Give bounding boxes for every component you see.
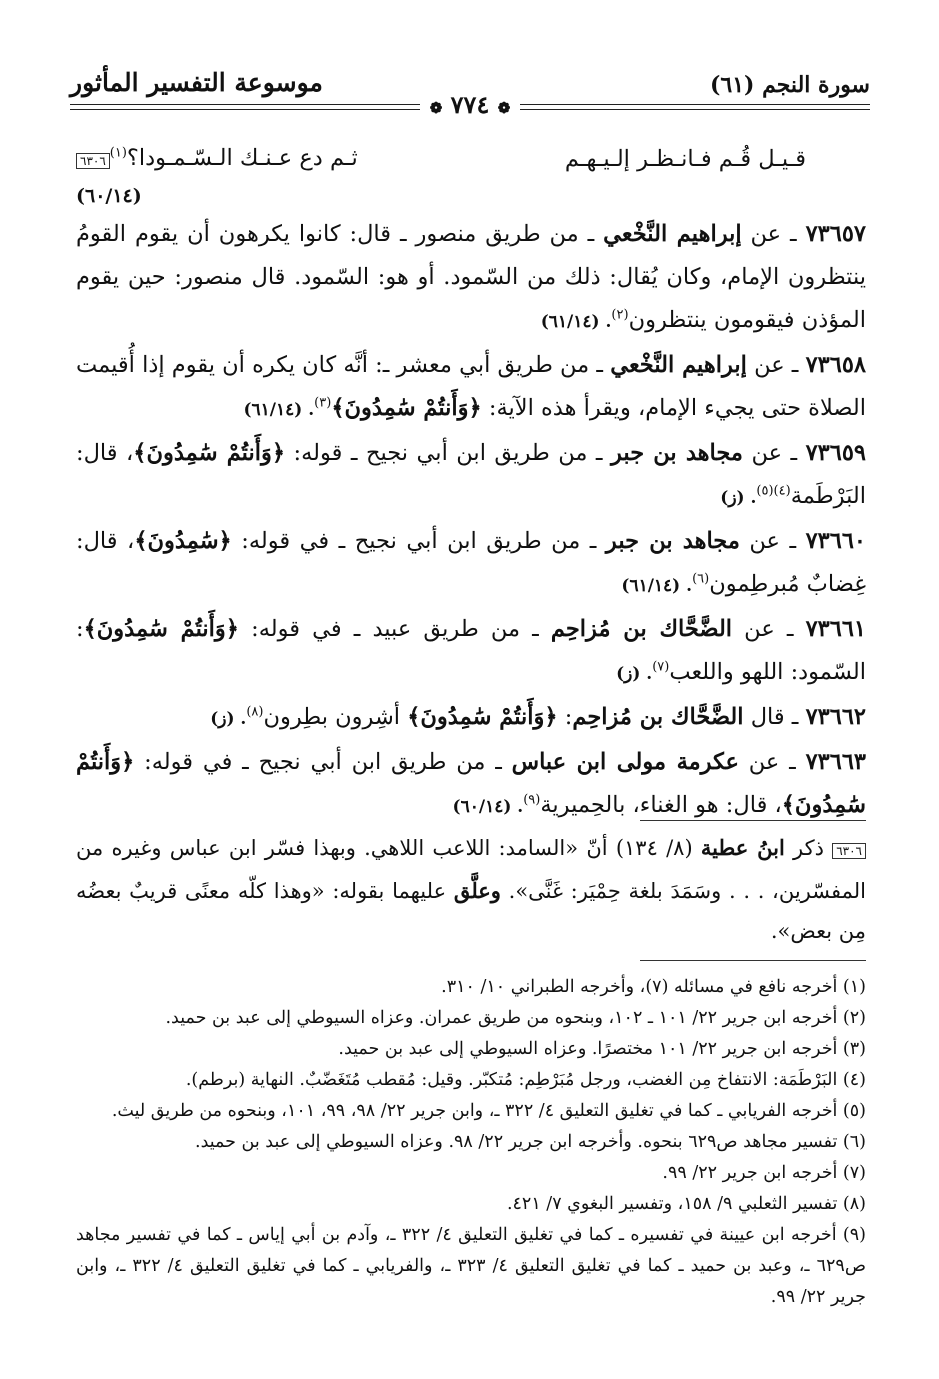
source-ref: . (٦٠/١٤) <box>452 797 524 817</box>
entry-text: ـ من طريق ابن أبي نجيح ـ قوله: <box>285 440 612 466</box>
narrator-name: مجاهد بن جبر <box>611 440 743 466</box>
commentary-text: (٨/ ١٣٤) أنّ «السامد: اللاعب اللاهي. وبهذا فسّر ابن عباس وغيره من المفسّرين، . . . وسَمَدَ بلغة حِمْيَر: غَنَّى». <box>76 836 866 903</box>
footnote: (٤) البَرْطَمَة: الانتفاخ مِن الغضب، ورجل مُبَرْطِم: مُتكبّر. وقيل: مُقطب مُتَغَضّبٌ. النهاية (برطم). <box>185 1070 866 1090</box>
main-text <box>76 138 866 829</box>
source-ref: . (٦١/١٤) <box>243 400 315 420</box>
narrator-name: الضَّحَّاك بن مُزاحِم <box>550 616 733 642</box>
commentary-note <box>76 828 866 951</box>
entry-text: ـ من طريق أبي معشر ـ: أنَّه كان يكره أن يقوم إذا أُقيمت الصلاة حتى يجيء الإمام، ويقرأ هذه الآية: <box>76 352 866 421</box>
footnote: (١) أخرجه نافع في مسائله (٧)، وأخرجه الطبراني ١٠/ ٣١٠. <box>441 977 866 997</box>
source-ref: . (٦١/١٤) <box>621 576 693 596</box>
entry-text-2: ، قال: هو الغناء، بالحِميرية <box>540 792 782 818</box>
entry-text-2: ، قال: غِضابٌ مُبرطِمون <box>76 528 866 597</box>
verse-hemistich-2-wrap <box>76 137 358 183</box>
entry-lead: ـ عن <box>732 616 794 642</box>
footnote-marker: (٦) <box>692 571 710 587</box>
narrator-name: إبراهيم النَّخْعي <box>603 221 742 247</box>
commentary-marker: ٦٣٠٦ <box>832 843 866 859</box>
entry-number: ٧٣٦٦٢ <box>805 704 866 730</box>
poetry-verse <box>76 138 866 181</box>
entry-number: ٧٣٦٥٧ <box>805 221 867 247</box>
narrator-name: الضَّحَّاك بن مُزاحِم <box>572 704 744 730</box>
entry-lead: ـ عن <box>741 221 797 247</box>
entry-text: : <box>557 704 573 730</box>
entry-number: ٧٣٦٦١ <box>805 616 867 642</box>
quran-quote: ﴿سَٰمِدُونَ﴾ <box>134 528 232 554</box>
surah-title: سورة النجم (٦١) <box>709 72 870 98</box>
narrator-name: عكرمة مولى ابن عباس <box>511 749 739 775</box>
narration-entry <box>76 432 866 520</box>
quran-quote: ﴿وَأَنتُمْ سَٰمِدُونَ﴾ <box>133 440 286 466</box>
commentary-bold: وعلَّق <box>453 878 501 903</box>
separator-rule <box>640 820 866 821</box>
entry-text: ـ من طريق ابن أبي نجيح ـ في قوله: <box>231 528 606 554</box>
source-ref: . (ز) <box>720 488 757 508</box>
entry-text: ـ من طريق ابن أبي نجيح ـ في قوله: <box>134 749 512 775</box>
quran-quote: ﴿وَأَنتُمْ سَٰمِدُونَ﴾ <box>76 749 866 818</box>
footnote-marker: (٢) <box>611 307 629 323</box>
narration-entry <box>76 608 866 696</box>
source-ref: . (ز) <box>616 664 653 684</box>
narration-entry <box>76 741 866 829</box>
footnote: (٦) تفسير مجاهد ص٦٢٩ بنحوه. وأخرجه ابن جرير ٢٢/ ٩٨. وعزاه السيوطي إلى عبد بن حميد. <box>195 1132 866 1152</box>
source-ref: . (٦١/١٤) <box>540 312 612 332</box>
quran-quote: ﴿وَأَنتُمْ سَٰمِدُونَ﴾ <box>331 395 482 421</box>
entry-text: ـ من طريق منصور ـ قال: كانوا يكرهون أن يقوم القومُ ينتظرون الإمام، وكان يُقال: ذلك من السّمود. أو هو: السّمود. قال منصور: حين يقوم المؤذن فيقومون ينتظرون <box>76 221 866 333</box>
footnote-marker: (٨) <box>246 704 264 720</box>
entry-lead: ـ عن <box>739 528 797 554</box>
footnote: (٢) أخرجه ابن جرير ٢٢/ ١٠١ ـ ١٠٢، وبنحوه من طريق عمران. وعزاه السيوطي إلى عبد بن حميد. <box>165 1008 866 1028</box>
narration-entry <box>76 696 866 741</box>
quran-quote: ﴿وَأَنتُمْ سَٰمِدُونَ﴾ <box>407 704 558 730</box>
entry-lead: ـ عن <box>738 749 796 775</box>
commentary-text: عليهما بقوله: «وهذا كلّه معنًى قريبٌ بعضُه مِن بعض». <box>76 879 866 943</box>
ornament-icon: ❁ <box>497 99 511 117</box>
footnotes <box>76 972 866 1313</box>
commentator-name: ابنُ عطية <box>700 835 785 860</box>
page-number: ٧٧٤ <box>450 90 490 119</box>
verse-hemistich-1: قـيـل قُـم فـانـظـر إلـيـهـم <box>564 146 806 172</box>
narrator-name: إبراهيم النَّخْعي <box>610 352 747 378</box>
footnote-marker: (٧) <box>652 659 670 675</box>
narration-entry <box>76 520 866 608</box>
entry-number: ٧٣٦٦٣ <box>805 749 866 775</box>
narration-entry <box>76 344 866 432</box>
footnote-marker: (٩) <box>523 792 541 808</box>
entry-text-2: ، قال: البَرْطَمة <box>76 440 866 509</box>
footnote: (٧) أخرجه ابن جرير ٢٢/ ٩٩. <box>662 1163 866 1183</box>
narration-entry <box>76 213 866 344</box>
entry-number: ٧٣٦٦٠ <box>805 528 866 554</box>
page-number-block <box>420 90 520 119</box>
footnote: (٣) أخرجه ابن جرير ٢٢/ ١٠١ مختصرًا. وعزاه السيوطي إلى عبد بن حميد. <box>338 1039 866 1059</box>
footnote: (٨) تفسير الثعلبي ٩/ ١٥٨، وتفسير البغوي ٧/ ٤٢١. <box>506 1194 866 1214</box>
commentary-text: ذكر <box>784 836 833 860</box>
ornament-icon: ❁ <box>429 99 443 117</box>
footnote-marker: (١) <box>109 145 127 160</box>
entry-number: ٧٣٦٥٨ <box>805 352 867 378</box>
page-header <box>70 60 870 120</box>
source-ref: (٦٠/١٤) <box>76 185 142 207</box>
verse-hemistich-2: ثـم دع عـنـك الـسّـمـودا؟ <box>126 144 358 171</box>
entry-text-2: : السّمود: اللهو واللعب <box>76 616 866 685</box>
entry-text-2: أشِرون بطِرون <box>263 704 408 730</box>
entry-lead: ـ عن <box>746 352 799 378</box>
commentary-marker: ٦٣٠٦ <box>76 153 110 169</box>
footnote-marker: (٤)(٥) <box>756 483 791 499</box>
source-ref: . (ز) <box>210 709 247 729</box>
quran-quote: ﴿وَأَنتُمْ سَٰمِدُونَ﴾ <box>83 616 239 642</box>
footnote-separator <box>640 960 866 961</box>
narrator-name: مجاهد بن جبر <box>605 528 740 554</box>
footnote: (٩) أخرجه ابن عيينة في تفسيره ـ كما في تغليق التعليق ٤/ ٣٢٢ ـ، وآدم بن أبي إياس ـ كما في تفسير مجاهد ص٦٢٩ ـ، وعبد بن حميد ـ كما في تغليق التعليق ٤/ ٣٢٣ ـ، والفريابي ـ كما في تغليق التعليق ٤/ ٣٢٢ ـ، وابن جرير ٢٢/ ٩٩. <box>76 1225 866 1307</box>
entry-lead: ـ عن <box>742 440 798 466</box>
footnote: (٥) أخرجه الفريابي ـ كما في تغليق التعليق ٤/ ٣٢٢ ـ، وابن جرير ٢٢/ ٩٨، ٩٩، ١٠١، وبنحوه من طريق ليث. <box>111 1101 866 1121</box>
entry-lead: ـ قال <box>743 704 799 730</box>
book-title: موسوعة التفسير المأثور <box>70 68 323 97</box>
footnote-marker: (٣) <box>314 395 332 411</box>
entry-number: ٧٣٦٥٩ <box>805 440 867 466</box>
entry-text: ـ من طريق عبيد ـ في قوله: <box>238 616 551 642</box>
